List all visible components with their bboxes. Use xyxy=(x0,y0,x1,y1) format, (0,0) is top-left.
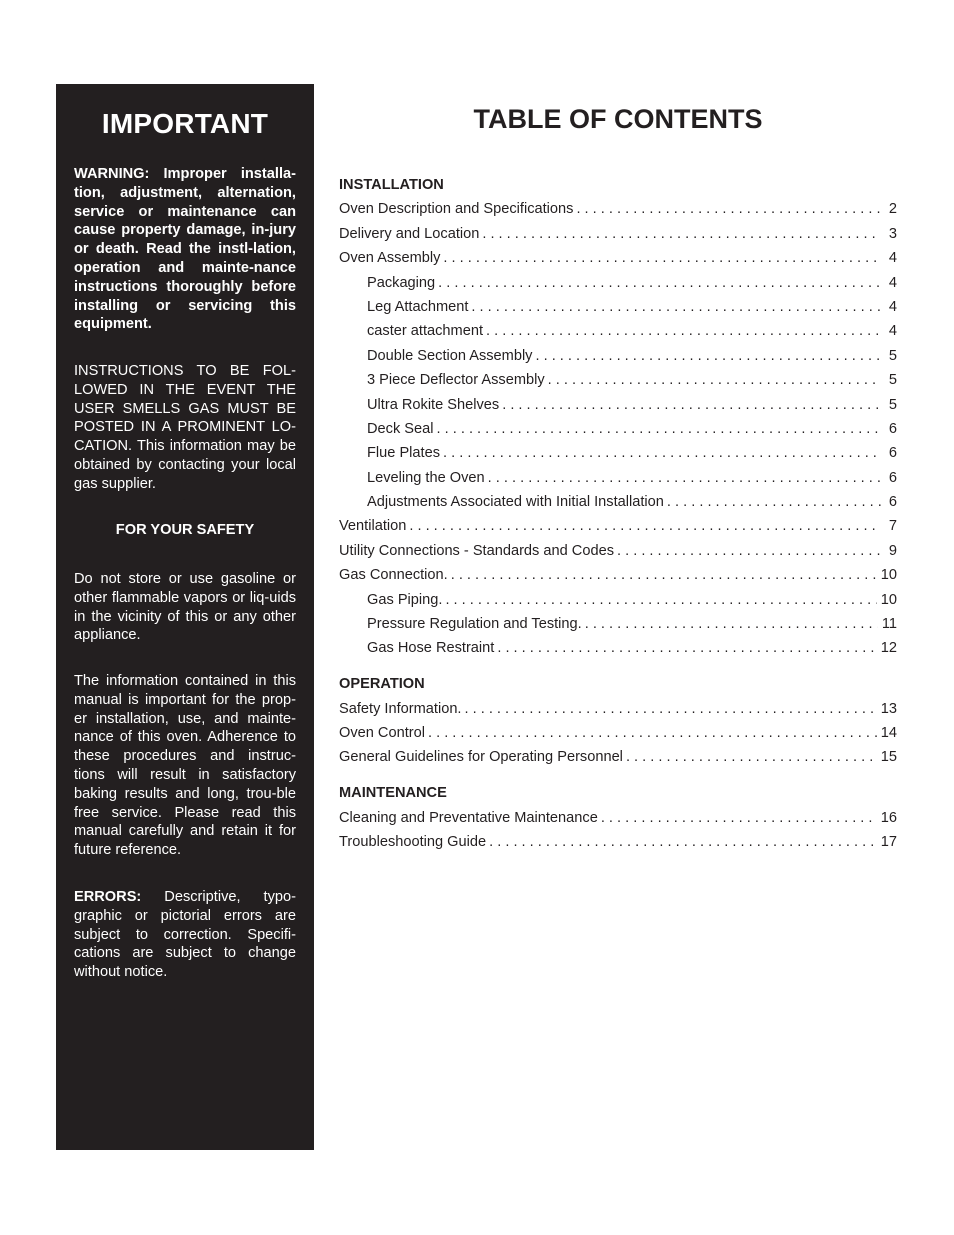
toc-entry[interactable] xyxy=(339,539,897,563)
toc-entry-label: Adjustments Associated with Initial Installation xyxy=(367,494,664,511)
toc-entry[interactable] xyxy=(339,588,897,612)
toc-entry[interactable] xyxy=(339,563,897,587)
section-spacer xyxy=(339,661,897,673)
toc-entry[interactable] xyxy=(339,393,897,417)
toc-entry-label: General Guidelines for Operating Personnel xyxy=(339,749,623,766)
toc-entry[interactable] xyxy=(339,514,897,538)
toc-entry[interactable] xyxy=(339,295,897,319)
toc-entry[interactable] xyxy=(339,636,897,660)
gasoline-warning: Do not store or use gasoline or other flammable vapors or liq-uids in the vicinity of this or any other appliance. xyxy=(74,571,296,644)
toc-entry[interactable] xyxy=(339,319,897,343)
toc-entry-page: 6 xyxy=(888,469,897,486)
toc-entry[interactable] xyxy=(339,612,897,636)
toc-entry[interactable] xyxy=(339,246,897,270)
dot-leader xyxy=(471,295,881,319)
dot-leader xyxy=(667,490,881,514)
dot-leader xyxy=(451,563,877,587)
dot-leader xyxy=(617,539,881,563)
manual-info-text: The information contained in this manual is important for the prop-er installation, use, and mainte-nance of this oven. Adherence to these procedures and instruc-tions will result in satisfactory baking results and long, trou-ble free service. Please read this manual carefully and retain it for future reference. xyxy=(74,673,296,859)
toc-entry-label: Cleaning and Preventative Maintenance xyxy=(339,809,598,826)
toc-entry-page: 11 xyxy=(881,616,897,633)
dot-leader xyxy=(443,246,881,270)
dot-leader xyxy=(486,319,881,343)
toc-entry[interactable] xyxy=(339,830,897,854)
toc-entry-page: 6 xyxy=(888,494,897,511)
toc-entry-page: 17 xyxy=(880,834,897,851)
safety-heading: FOR YOUR SAFETY xyxy=(115,522,255,538)
dot-leader xyxy=(576,197,881,221)
toc-section-heading: MAINTENANCE xyxy=(339,785,447,802)
dot-leader xyxy=(488,466,881,490)
dot-leader xyxy=(438,271,881,295)
toc-entry-page: 4 xyxy=(888,323,897,340)
toc-entry-page: 6 xyxy=(888,445,897,462)
toc-entry-page: 13 xyxy=(880,700,897,717)
toc-entry-label: Leg Attachment xyxy=(367,298,469,315)
toc-entry-label: Leveling the Oven xyxy=(367,469,485,486)
toc-entry[interactable] xyxy=(339,697,897,721)
toc-entry[interactable] xyxy=(339,745,897,769)
toc-entry-label: Safety Information. xyxy=(339,700,462,717)
toc-entry-label: Double Section Assembly xyxy=(367,347,533,364)
toc-entry-label: Oven Control xyxy=(339,725,425,742)
toc-entry[interactable] xyxy=(339,222,897,246)
toc-entry-page: 7 xyxy=(888,518,897,535)
toc-entry-label: Gas Piping. xyxy=(367,591,443,608)
toc-entry-page: 5 xyxy=(888,372,897,389)
toc-entry-label: Ventilation xyxy=(339,518,407,535)
toc-entry-label: caster attachment xyxy=(367,323,483,340)
toc-section-heading: INSTALLATION xyxy=(339,177,444,193)
toc-entry[interactable] xyxy=(339,368,897,392)
dot-leader xyxy=(489,830,877,854)
dot-leader xyxy=(585,612,878,636)
toc-entry-label: Flue Plates xyxy=(367,445,441,462)
toc-entry-page: 16 xyxy=(880,809,897,826)
dot-leader xyxy=(445,588,876,612)
toc-entry-label: 3 Piece Deflector Assembly xyxy=(367,372,545,389)
dot-leader xyxy=(443,441,881,465)
toc-entry-label: Ultra Rokite Shelves xyxy=(367,396,500,413)
toc-entry-label: Troubleshooting Guide xyxy=(339,834,487,851)
toc-entry[interactable] xyxy=(339,721,897,745)
toc-entry-page: 10 xyxy=(880,567,897,584)
toc-entry-label: Delivery and Location xyxy=(339,225,480,242)
dot-leader xyxy=(548,368,881,392)
toc-entry-page: 4 xyxy=(888,250,897,267)
toc-entry-page: 3 xyxy=(888,225,897,242)
toc-entry[interactable] xyxy=(339,197,897,221)
dot-leader xyxy=(497,636,876,660)
toc-entry-page: 2 xyxy=(888,201,897,218)
gas-smell-instructions: INSTRUCTIONS TO BE FOL-LOWED IN THE EVENT THE USER SMELLS GAS MUST BE POSTED IN A PROMINENT LO-CATION. This information may be obtained by contacting your local gas supplier. xyxy=(74,363,296,492)
dot-leader xyxy=(409,514,881,538)
warning-text: WARNING: Improper installa-tion, adjustment, alternation, service or maintenance can cause property damage, in-jury or death. Read the instl-lation, operation and mainte-nance instructions thoroughly before installing or servicing this equipment. xyxy=(74,166,296,333)
toc-entry-page: 10 xyxy=(880,591,897,608)
toc-section-heading: OPERATION xyxy=(339,676,425,693)
dot-leader xyxy=(601,806,877,830)
toc-entry-label: Gas Connection. xyxy=(339,567,448,584)
toc-entry-label: Oven Description and Specifications xyxy=(339,201,574,218)
dot-leader xyxy=(437,417,881,441)
dot-leader xyxy=(482,222,881,246)
toc-entry-page: 5 xyxy=(888,347,897,364)
toc-entry-page: 4 xyxy=(888,274,897,291)
toc-title: TABLE OF CONTENTS xyxy=(473,104,763,134)
toc-entry-page: 15 xyxy=(880,749,897,766)
toc-entry[interactable] xyxy=(339,417,897,441)
errors-text: Descriptive, typo-graphic or pictorial errors are subject to correction. Specifi-cations are subject to change without notice. xyxy=(74,889,296,981)
toc-entry-page: 4 xyxy=(888,298,897,315)
section-spacer xyxy=(339,770,897,782)
dot-leader xyxy=(428,721,877,745)
toc-entry[interactable] xyxy=(339,344,897,368)
errors-notice xyxy=(74,888,296,982)
toc-entry[interactable] xyxy=(339,806,897,830)
toc-entry[interactable] xyxy=(339,271,897,295)
toc-entry-label: Deck Seal xyxy=(367,420,434,437)
sidebar-title: IMPORTANT xyxy=(101,108,269,139)
important-sidebar xyxy=(56,84,314,1150)
toc-entry-page: 14 xyxy=(880,725,897,742)
toc-entry-label: Gas Hose Restraint xyxy=(367,640,495,657)
toc-entry[interactable] xyxy=(339,490,897,514)
table-of-contents xyxy=(339,173,897,855)
toc-entry-label: Packaging xyxy=(367,274,436,291)
dot-leader xyxy=(535,344,881,368)
errors-label: ERRORS: xyxy=(74,889,142,905)
toc-entry[interactable] xyxy=(339,466,897,490)
toc-entry-label: Oven Assembly xyxy=(339,250,441,267)
toc-entry-page: 5 xyxy=(888,396,897,413)
toc-entry-page: 12 xyxy=(880,640,897,657)
dot-leader xyxy=(502,393,881,417)
dot-leader xyxy=(465,697,877,721)
toc-entry-page: 9 xyxy=(888,542,897,559)
toc-entry-page: 6 xyxy=(888,420,897,437)
toc-entry[interactable] xyxy=(339,441,897,465)
toc-entry-label: Pressure Regulation and Testing. xyxy=(367,616,582,633)
toc-entry-label: Utility Connections - Standards and Codes xyxy=(339,542,614,559)
dot-leader xyxy=(626,745,877,769)
